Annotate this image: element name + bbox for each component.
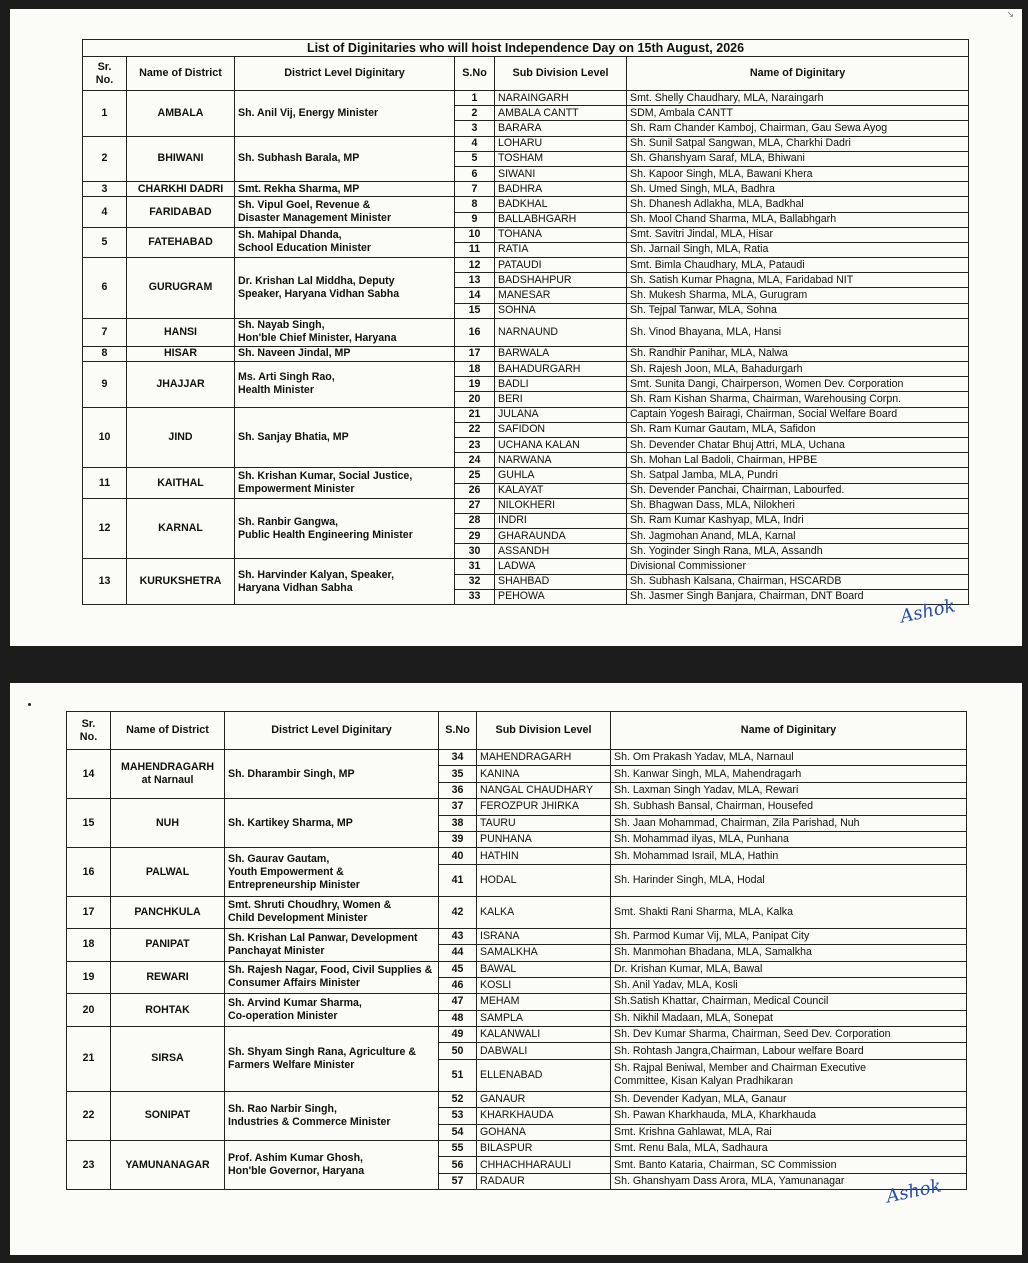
- subdivision-sno: 8: [455, 197, 495, 212]
- district-dignitary: Sh. Rajesh Nagar, Food, Civil Supplies & Consumer Affairs Minister: [225, 961, 439, 994]
- subdivision-dignitary: Sh. Jarnail Singh, MLA, Ratia: [627, 242, 969, 257]
- subdivision-dignitary: Sh. Rajpal Beniwal, Member and Chairman Executive Committee, Kisan Kalyan Pradhikaran: [611, 1059, 967, 1091]
- subdivision-dignitary: Sh. Subhash Bansal, Chairman, Housefed: [611, 799, 967, 815]
- subdivision-name: NANGAL CHAUDHARY: [477, 782, 611, 798]
- col-header-subdivision: Sub Division Level: [477, 712, 611, 750]
- district-sr-no: 6: [83, 258, 127, 319]
- subdivision-name: UCHANA KALAN: [495, 437, 627, 452]
- col-header-sno: S.No: [455, 57, 495, 91]
- subdivision-name: ISRANA: [477, 928, 611, 944]
- subdivision-sno: 51: [439, 1059, 477, 1091]
- subdivision-dignitary: Sh. Mohammad Israil, MLA, Hathin: [611, 848, 967, 864]
- subdivision-name: PATAUDI: [495, 258, 627, 273]
- subdivision-dignitary: SDM, Ambala CANTT: [627, 106, 969, 121]
- subdivision-sno: 35: [439, 766, 477, 782]
- district-name: JIND: [127, 407, 235, 468]
- subdivision-dignitary: Sh. Rajesh Joon, MLA, Bahadurgarh: [627, 362, 969, 377]
- subdivision-name: BARWALA: [495, 346, 627, 361]
- subdivision-sno: 37: [439, 799, 477, 815]
- subdivision-dignitary: Sh. Mukesh Sharma, MLA, Gurugram: [627, 288, 969, 303]
- subdivision-name: MEHAM: [477, 994, 611, 1010]
- subdivision-sno: 49: [439, 1027, 477, 1043]
- signature: Ashok: [884, 1175, 944, 1208]
- district-sr-no: 8: [83, 346, 127, 361]
- table-row: [67, 896, 967, 928]
- subdivision-sno: 7: [455, 182, 495, 197]
- subdivision-sno: 55: [439, 1141, 477, 1157]
- district-name: PANCHKULA: [111, 896, 225, 928]
- subdivision-name: DABWALI: [477, 1043, 611, 1059]
- subdivision-dignitary: Sh. Ram Kumar Kashyap, MLA, Indri: [627, 513, 969, 528]
- district-sr-no: 3: [83, 182, 127, 197]
- subdivision-dignitary: Sh. Mohammad ilyas, MLA, Punhana: [611, 831, 967, 847]
- table-row: [83, 318, 969, 346]
- subdivision-name: BERI: [495, 392, 627, 407]
- district-sr-no: 20: [67, 994, 111, 1027]
- subdivision-name: RATIA: [495, 242, 627, 257]
- subdivision-name: BADHRA: [495, 182, 627, 197]
- district-sr-no: 16: [67, 848, 111, 896]
- table-row: [67, 848, 967, 864]
- subdivision-sno: 24: [455, 453, 495, 468]
- subdivision-sno: 36: [439, 782, 477, 798]
- district-name: FARIDABAD: [127, 197, 235, 227]
- subdivision-sno: 26: [455, 483, 495, 498]
- subdivision-sno: 40: [439, 848, 477, 864]
- subdivision-name: BILASPUR: [477, 1141, 611, 1157]
- subdivision-sno: 25: [455, 468, 495, 483]
- table-row: [83, 91, 969, 106]
- subdivision-dignitary: Sh. Kanwar Singh, MLA, Mahendragarh: [611, 766, 967, 782]
- subdivision-dignitary: Smt. Shelly Chaudhary, MLA, Naraingarh: [627, 91, 969, 106]
- table-row: [67, 928, 967, 944]
- subdivision-dignitary: Sh. Yoginder Singh Rana, MLA, Assandh: [627, 544, 969, 559]
- subdivision-name: BALLABHGARH: [495, 212, 627, 227]
- district-sr-no: 13: [83, 559, 127, 605]
- col-header-sno: S.No: [439, 712, 477, 750]
- subdivision-name: BADKHAL: [495, 197, 627, 212]
- subdivision-sno: 31: [455, 559, 495, 574]
- district-dignitary: Sh. Vipul Goel, Revenue & Disaster Management Minister: [235, 197, 455, 227]
- subdivision-sno: 2: [455, 106, 495, 121]
- district-name: PANIPAT: [111, 928, 225, 961]
- subdivision-dignitary: Sh. Sunil Satpal Sangwan, MLA, Charkhi Dadri: [627, 136, 969, 151]
- subdivision-sno: 18: [455, 362, 495, 377]
- subdivision-dignitary: Sh. Kapoor Singh, MLA, Bawani Khera: [627, 166, 969, 181]
- subdivision-name: KANINA: [477, 766, 611, 782]
- subdivision-dignitary: Sh. Dev Kumar Sharma, Chairman, Seed Dev. Corporation: [611, 1027, 967, 1043]
- district-sr-no: 1: [83, 91, 127, 137]
- signature: Ashok: [898, 595, 958, 628]
- subdivision-name: LADWA: [495, 559, 627, 574]
- district-sr-no: 11: [83, 468, 127, 498]
- subdivision-dignitary: Sh. Subhash Kalsana, Chairman, HSCARDB: [627, 574, 969, 589]
- district-name: ROHTAK: [111, 994, 225, 1027]
- subdivision-name: BARARA: [495, 121, 627, 136]
- subdivision-sno: 21: [455, 407, 495, 422]
- table-row: [83, 136, 969, 151]
- subdivision-name: CHHACHHARAULI: [477, 1157, 611, 1173]
- subdivision-sno: 32: [455, 574, 495, 589]
- table-row: [67, 799, 967, 815]
- table-row: [83, 362, 969, 377]
- subdivision-name: NILOKHERI: [495, 498, 627, 513]
- subdivision-dignitary: Divisional Commissioner: [627, 559, 969, 574]
- subdivision-dignitary: Sh. Rohtash Jangra,Chairman, Labour welfare Board: [611, 1043, 967, 1059]
- subdivision-dignitary: Sh. Satpal Jamba, MLA, Pundri: [627, 468, 969, 483]
- subdivision-dignitary: Sh. Laxman Singh Yadav, MLA, Rewari: [611, 782, 967, 798]
- subdivision-dignitary: Sh. Om Prakash Yadav, MLA, Narnaul: [611, 750, 967, 766]
- subdivision-sno: 33: [455, 589, 495, 604]
- subdivision-name: HATHIN: [477, 848, 611, 864]
- subdivision-name: TOSHAM: [495, 151, 627, 166]
- corner-mark: ↘: [1006, 9, 1014, 19]
- district-dignitary: Sh. Arvind Kumar Sharma, Co-operation Minister: [225, 994, 439, 1027]
- subdivision-sno: 20: [455, 392, 495, 407]
- district-dignitary: Sh. Rao Narbir Singh, Industries & Commerce Minister: [225, 1091, 439, 1140]
- subdivision-sno: 16: [455, 318, 495, 346]
- subdivision-name: GUHLA: [495, 468, 627, 483]
- district-dignitary: Sh. Krishan Lal Panwar, Development Panchayat Minister: [225, 928, 439, 961]
- district-name: KURUKSHETRA: [127, 559, 235, 605]
- subdivision-sno: 1: [455, 91, 495, 106]
- subdivision-dignitary: Sh. Bhagwan Dass, MLA, Nilokheri: [627, 498, 969, 513]
- subdivision-name: GANAUR: [477, 1091, 611, 1107]
- subdivision-dignitary: Smt. Shakti Rani Sharma, MLA, Kalka: [611, 896, 967, 928]
- subdivision-sno: 45: [439, 961, 477, 977]
- subdivision-sno: 44: [439, 945, 477, 961]
- table-row: [67, 1141, 967, 1157]
- subdivision-name: ASSANDH: [495, 544, 627, 559]
- col-header-sr-no: Sr. No.: [67, 712, 111, 750]
- district-dignitary: Sh. Dharambir Singh, MP: [225, 750, 439, 799]
- subdivision-name: SOHNA: [495, 303, 627, 318]
- subdivision-dignitary: Sh. Ram Chander Kamboj, Chairman, Gau Sewa Ayog: [627, 121, 969, 136]
- district-sr-no: 19: [67, 961, 111, 994]
- district-dignitary: Prof. Ashim Kumar Ghosh, Hon'ble Governor, Haryana: [225, 1141, 439, 1190]
- subdivision-sno: 4: [455, 136, 495, 151]
- subdivision-dignitary: Smt. Bimla Chaudhary, MLA, Pataudi: [627, 258, 969, 273]
- subdivision-sno: 41: [439, 864, 477, 896]
- district-name: MAHENDRAGARH at Narnaul: [111, 750, 225, 799]
- subdivision-sno: 43: [439, 928, 477, 944]
- table-row: [83, 258, 969, 273]
- subdivision-sno: 46: [439, 977, 477, 993]
- table-row: [67, 1027, 967, 1043]
- subdivision-name: BAHADURGARH: [495, 362, 627, 377]
- district-sr-no: 21: [67, 1027, 111, 1092]
- district-name: YAMUNANAGAR: [111, 1141, 225, 1190]
- subdivision-sno: 28: [455, 513, 495, 528]
- subdivision-name: RADAUR: [477, 1173, 611, 1189]
- subdivision-name: SHAHBAD: [495, 574, 627, 589]
- subdivision-dignitary: Sh. Randhir Panihar, MLA, Nalwa: [627, 346, 969, 361]
- district-name: HANSI: [127, 318, 235, 346]
- subdivision-sno: 54: [439, 1124, 477, 1140]
- subdivision-name: TOHANA: [495, 227, 627, 242]
- subdivision-sno: 22: [455, 422, 495, 437]
- subdivision-dignitary: Smt. Krishna Gahlawat, MLA, Rai: [611, 1124, 967, 1140]
- district-dignitary: Dr. Krishan Lal Middha, Deputy Speaker, Haryana Vidhan Sabha: [235, 258, 455, 319]
- subdivision-sno: 57: [439, 1173, 477, 1189]
- district-sr-no: 9: [83, 362, 127, 408]
- dignitary-table-page-1: [82, 39, 969, 605]
- subdivision-name: GOHANA: [477, 1124, 611, 1140]
- district-name: FATEHABAD: [127, 227, 235, 257]
- district-sr-no: 15: [67, 799, 111, 848]
- subdivision-name: SAMALKHA: [477, 945, 611, 961]
- district-dignitary: Smt. Shruti Choudhry, Women & Child Development Minister: [225, 896, 439, 928]
- subdivision-sno: 6: [455, 166, 495, 181]
- document-title: List of Diginitaries who will hoist Independence Day on 15th August, 2026: [83, 40, 969, 57]
- subdivision-name: AMBALA CANTT: [495, 106, 627, 121]
- table-row: [83, 182, 969, 197]
- subdivision-name: MAHENDRAGARH: [477, 750, 611, 766]
- district-name: REWARI: [111, 961, 225, 994]
- col-header-district-dignitary: District Level Diginitary: [235, 57, 455, 91]
- subdivision-name: TAURU: [477, 815, 611, 831]
- table-row: [83, 468, 969, 483]
- subdivision-dignitary: Captain Yogesh Bairagi, Chairman, Social Welfare Board: [627, 407, 969, 422]
- subdivision-name: NARNAUND: [495, 318, 627, 346]
- subdivision-dignitary: Sh. Devender Panchai, Chairman, Labourfed.: [627, 483, 969, 498]
- subdivision-dignitary: Sh. Ram Kumar Gautam, MLA, Safidon: [627, 422, 969, 437]
- district-dignitary: Sh. Nayab Singh, Hon'ble Chief Minister, Haryana: [235, 318, 455, 346]
- subdivision-dignitary: Smt. Renu Bala, MLA, Sadhaura: [611, 1141, 967, 1157]
- subdivision-name: BAWAL: [477, 961, 611, 977]
- subdivision-name: KALAYAT: [495, 483, 627, 498]
- subdivision-dignitary: Sh. Devender Kadyan, MLA, Ganaur: [611, 1091, 967, 1107]
- district-sr-no: 4: [83, 197, 127, 227]
- district-dignitary: Sh. Subhash Barala, MP: [235, 136, 455, 182]
- subdivision-sno: 23: [455, 437, 495, 452]
- col-header-district: Name of District: [127, 57, 235, 91]
- document-page-2: [10, 683, 1022, 1255]
- district-name: NUH: [111, 799, 225, 848]
- district-dignitary: Sh. Anil Vij, Energy Minister: [235, 91, 455, 137]
- subdivision-name: NARAINGARH: [495, 91, 627, 106]
- district-dignitary: Sh. Shyam Singh Rana, Agriculture & Farmers Welfare Minister: [225, 1027, 439, 1092]
- table-row: [83, 197, 969, 212]
- subdivision-name: INDRI: [495, 513, 627, 528]
- subdivision-dignitary: Smt. Savitri Jindal, MLA, Hisar: [627, 227, 969, 242]
- subdivision-name: JULANA: [495, 407, 627, 422]
- subdivision-name: SAMPLA: [477, 1010, 611, 1026]
- subdivision-dignitary: Sh. Anil Yadav, MLA, Kosli: [611, 977, 967, 993]
- table-row: [83, 346, 969, 361]
- subdivision-dignitary: Sh. Nikhil Madaan, MLA, Sonepat: [611, 1010, 967, 1026]
- subdivision-dignitary: Smt. Sunita Dangi, Chairperson, Women Dev. Corporation: [627, 377, 969, 392]
- subdivision-dignitary: Sh.Satish Khattar, Chairman, Medical Council: [611, 994, 967, 1010]
- table-row: [83, 227, 969, 242]
- subdivision-dignitary: Sh. Ghanshyam Saraf, MLA, Bhiwani: [627, 151, 969, 166]
- district-dignitary: Sh. Mahipal Dhanda, School Education Minister: [235, 227, 455, 257]
- district-dignitary: Smt. Rekha Sharma, MP: [235, 182, 455, 197]
- district-dignitary: Sh. Krishan Kumar, Social Justice, Empowerment Minister: [235, 468, 455, 498]
- subdivision-dignitary: Sh. Vinod Bhayana, MLA, Hansi: [627, 318, 969, 346]
- subdivision-sno: 12: [455, 258, 495, 273]
- subdivision-dignitary: Sh. Mool Chand Sharma, MLA, Ballabhgarh: [627, 212, 969, 227]
- subdivision-name: HODAL: [477, 864, 611, 896]
- subdivision-name: PEHOWA: [495, 589, 627, 604]
- district-name: KARNAL: [127, 498, 235, 559]
- subdivision-name: ELLENABAD: [477, 1059, 611, 1091]
- subdivision-dignitary: Smt. Banto Kataria, Chairman, SC Commission: [611, 1157, 967, 1173]
- subdivision-name: KALANWALI: [477, 1027, 611, 1043]
- subdivision-sno: 15: [455, 303, 495, 318]
- subdivision-sno: 9: [455, 212, 495, 227]
- subdivision-sno: 13: [455, 273, 495, 288]
- subdivision-dignitary: Sh. Ghanshyam Dass Arora, MLA, Yamunanagar: [611, 1173, 967, 1189]
- subdivision-dignitary: Dr. Krishan Kumar, MLA, Bawal: [611, 961, 967, 977]
- district-dignitary: Sh. Naveen Jindal, MP: [235, 346, 455, 361]
- table-row: [67, 961, 967, 977]
- subdivision-name: MANESAR: [495, 288, 627, 303]
- subdivision-sno: 14: [455, 288, 495, 303]
- subdivision-dignitary: Sh. Manmohan Bhadana, MLA, Samalkha: [611, 945, 967, 961]
- district-name: KAITHAL: [127, 468, 235, 498]
- col-header-dignitary: Name of Diginitary: [611, 712, 967, 750]
- page-dot: [28, 703, 31, 706]
- subdivision-dignitary: Sh. Devender Chatar Bhuj Attri, MLA, Uchana: [627, 437, 969, 452]
- subdivision-dignitary: Sh. Jaan Mohammad, Chairman, Zila Parishad, Nuh: [611, 815, 967, 831]
- subdivision-sno: 39: [439, 831, 477, 847]
- col-header-sr-no: Sr. No.: [83, 57, 127, 91]
- table-row: [83, 407, 969, 422]
- district-dignitary: Sh. Kartikey Sharma, MP: [225, 799, 439, 848]
- subdivision-sno: 56: [439, 1157, 477, 1173]
- district-dignitary: Sh. Sanjay Bhatia, MP: [235, 407, 455, 468]
- subdivision-sno: 42: [439, 896, 477, 928]
- subdivision-name: BADLI: [495, 377, 627, 392]
- subdivision-dignitary: Sh. Pawan Kharkhauda, MLA, Kharkhauda: [611, 1108, 967, 1124]
- subdivision-dignitary: Sh. Jagmohan Anand, MLA, Karnal: [627, 529, 969, 544]
- table-row: [67, 994, 967, 1010]
- district-name: PALWAL: [111, 848, 225, 896]
- subdivision-sno: 10: [455, 227, 495, 242]
- table-row: [83, 559, 969, 574]
- col-header-subdivision: Sub Division Level: [495, 57, 627, 91]
- district-sr-no: 18: [67, 928, 111, 961]
- district-sr-no: 2: [83, 136, 127, 182]
- subdivision-dignitary: Sh. Harinder Singh, MLA, Hodal: [611, 864, 967, 896]
- subdivision-name: NARWANA: [495, 453, 627, 468]
- subdivision-sno: 50: [439, 1043, 477, 1059]
- district-sr-no: 17: [67, 896, 111, 928]
- district-name: GURUGRAM: [127, 258, 235, 319]
- subdivision-sno: 17: [455, 346, 495, 361]
- subdivision-name: SAFIDON: [495, 422, 627, 437]
- subdivision-sno: 27: [455, 498, 495, 513]
- subdivision-sno: 5: [455, 151, 495, 166]
- subdivision-dignitary: Sh. Mohan Lal Badoli, Chairman, HPBE: [627, 453, 969, 468]
- subdivision-sno: 48: [439, 1010, 477, 1026]
- district-sr-no: 12: [83, 498, 127, 559]
- subdivision-dignitary: Sh. Parmod Kumar Vij, MLA, Panipat City: [611, 928, 967, 944]
- district-name: JHAJJAR: [127, 362, 235, 408]
- district-sr-no: 23: [67, 1141, 111, 1190]
- district-dignitary: Sh. Gaurav Gautam, Youth Empowerment & Entrepreneurship Minister: [225, 848, 439, 896]
- subdivision-dignitary: Sh. Ram Kishan Sharma, Chairman, Warehousing Corpn.: [627, 392, 969, 407]
- subdivision-name: BADSHAHPUR: [495, 273, 627, 288]
- subdivision-sno: 38: [439, 815, 477, 831]
- subdivision-name: KOSLI: [477, 977, 611, 993]
- subdivision-name: GHARAUNDA: [495, 529, 627, 544]
- district-sr-no: 14: [67, 750, 111, 799]
- district-name: HISAR: [127, 346, 235, 361]
- district-name: SIRSA: [111, 1027, 225, 1092]
- subdivision-name: KHARKHAUDA: [477, 1108, 611, 1124]
- dignitary-table-page-2: [66, 711, 967, 1190]
- subdivision-sno: 3: [455, 121, 495, 136]
- district-dignitary: Sh. Ranbir Gangwa, Public Health Engineering Minister: [235, 498, 455, 559]
- subdivision-sno: 11: [455, 242, 495, 257]
- subdivision-name: KALKA: [477, 896, 611, 928]
- subdivision-sno: 30: [455, 544, 495, 559]
- table-row: [67, 1091, 967, 1107]
- district-sr-no: 10: [83, 407, 127, 468]
- district-sr-no: 7: [83, 318, 127, 346]
- district-name: AMBALA: [127, 91, 235, 137]
- subdivision-dignitary: Sh. Jasmer Singh Banjara, Chairman, DNT Board: [627, 589, 969, 604]
- district-dignitary: Ms. Arti Singh Rao, Health Minister: [235, 362, 455, 408]
- subdivision-sno: 47: [439, 994, 477, 1010]
- subdivision-sno: 52: [439, 1091, 477, 1107]
- district-sr-no: 5: [83, 227, 127, 257]
- col-header-district: Name of District: [111, 712, 225, 750]
- subdivision-dignitary: Sh. Umed Singh, MLA, Badhra: [627, 182, 969, 197]
- subdivision-dignitary: Sh. Dhanesh Adlakha, MLA, Badkhal: [627, 197, 969, 212]
- district-sr-no: 22: [67, 1091, 111, 1140]
- district-name: SONIPAT: [111, 1091, 225, 1140]
- subdivision-dignitary: Sh. Satish Kumar Phagna, MLA, Faridabad NIT: [627, 273, 969, 288]
- subdivision-sno: 34: [439, 750, 477, 766]
- subdivision-sno: 53: [439, 1108, 477, 1124]
- col-header-district-dignitary: District Level Diginitary: [225, 712, 439, 750]
- table-row: [83, 498, 969, 513]
- subdivision-dignitary: Sh. Tejpal Tanwar, MLA, Sohna: [627, 303, 969, 318]
- document-page-1: [10, 9, 1022, 646]
- table-row: [67, 750, 967, 766]
- district-name: CHARKHI DADRI: [127, 182, 235, 197]
- subdivision-name: PUNHANA: [477, 831, 611, 847]
- subdivision-sno: 19: [455, 377, 495, 392]
- district-dignitary: Sh. Harvinder Kalyan, Speaker, Haryana Vidhan Sabha: [235, 559, 455, 605]
- subdivision-name: LOHARU: [495, 136, 627, 151]
- subdivision-name: FEROZPUR JHIRKA: [477, 799, 611, 815]
- district-name: BHIWANI: [127, 136, 235, 182]
- subdivision-name: SIWANI: [495, 166, 627, 181]
- subdivision-sno: 29: [455, 529, 495, 544]
- col-header-dignitary: Name of Diginitary: [627, 57, 969, 91]
